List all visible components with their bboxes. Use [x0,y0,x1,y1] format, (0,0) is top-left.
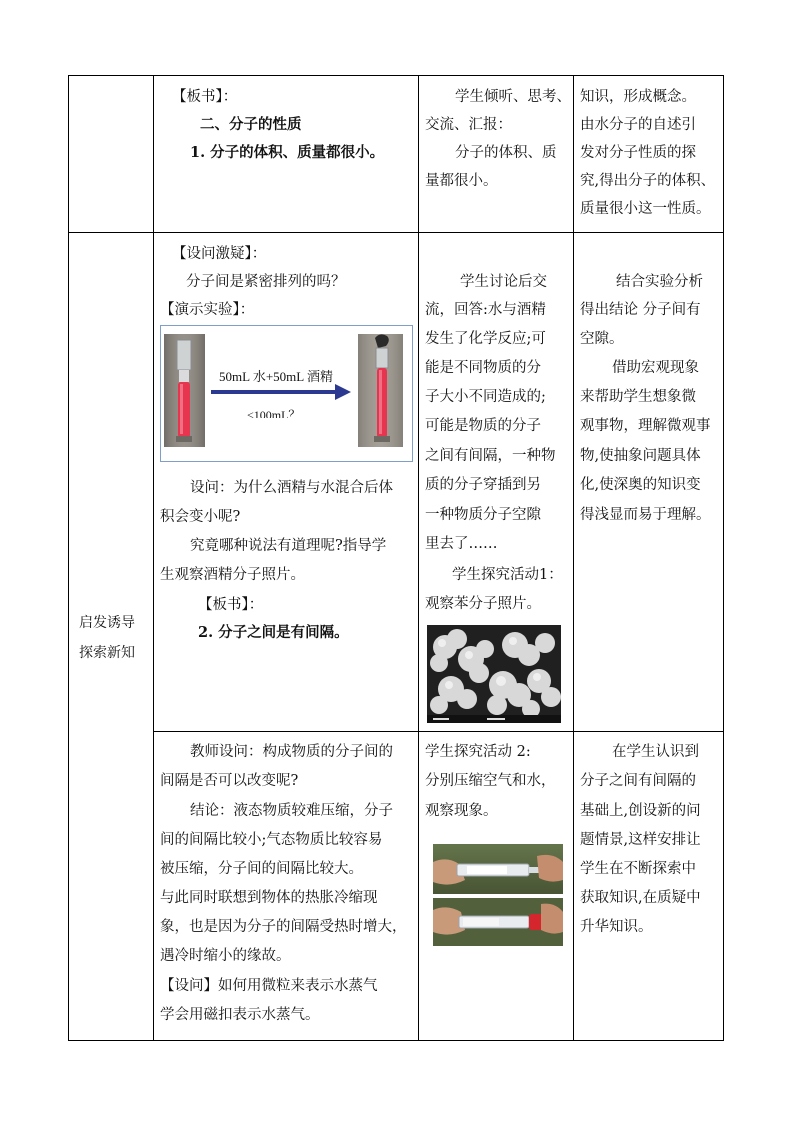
design-intent-line: 空隙。 [580,331,624,347]
experiment-figure [160,325,413,462]
stage-label: 启发诱导 [79,615,135,631]
experiment-illustration [161,326,412,461]
student-activity-line: 里去了…… [425,536,498,552]
student-activity-line: 观察苯分子照片。 [425,596,541,612]
design-intent-line: 得出结论 分子间有 [580,302,701,318]
teacher-text-line: 间隔是否可以改变呢? [160,773,299,789]
design-intent-line: 观事物，理解微观事 [580,418,711,434]
student-activity-line: 发生了化学反应;可 [425,331,546,347]
design-intent-line: 究,得出分子的体积、 [580,173,716,189]
design-intent-line: 由水分子的自述引 [580,117,696,133]
teacher-text-line: 教师设问：构成物质的分子间的 [190,744,393,760]
design-intent-line: 基础上,创设新的问 [580,803,701,819]
teacher-text-line: 究竟哪种说法有道理呢?指导学 [190,538,387,554]
student-activity-line: 分子的体积、质 [455,145,557,161]
student-activity-line: 分别压缩空气和水， [425,773,556,789]
teacher-text-line: 积会变小呢? [160,509,241,525]
question-tag: 【设问激疑】： [172,246,267,262]
column-divider-2 [418,75,419,1041]
student-activity-line: 学生探究活动1： [452,567,563,583]
syringe-air-photo [433,844,563,894]
syringe-air-image [433,844,563,894]
student-activity-line: 学生倾听、思考、 [455,89,571,105]
design-intent-line: 结合实验分析 [616,274,703,290]
student-activity-line: 学生讨论后交 [460,274,547,290]
student-activity-line: 交流、汇报： [425,117,512,133]
student-activity-line: 能是不同物质的分 [425,360,541,376]
design-intent-line: 发对分子性质的探 [580,145,696,161]
teacher-text-line: 学会用磁扣表示水蒸气。 [160,1007,320,1023]
design-intent-line: 获取知识,在质疑中 [580,890,701,906]
design-intent-line: 得浅显而易于理解。 [580,507,711,523]
micrograph-image [427,625,561,723]
column-divider-3 [573,75,574,1041]
teacher-text-line: 间的间隔比较小;气态物质比较容易 [160,832,383,848]
experiment-label: 50mL 水+50mL 酒精 [219,369,333,384]
teacher-text-line: 象，也是因为分子的间隔受热时增大， [160,919,407,935]
benzene-molecule-photo [427,625,561,723]
property-point-2: 2. 分子之间是有间隔。 [198,624,349,641]
stage-label: 探索新知 [79,645,135,661]
column-divider-1 [153,75,154,1041]
design-intent-line: 分子之间有间隔的 [580,773,696,789]
design-intent-line: 来帮助学生想象微 [580,389,696,405]
arrow-icon [211,384,351,400]
student-activity-line: 可能是物质的分子 [425,418,541,434]
design-intent-line: 知识，形成概念。 [580,89,696,105]
table-border-top [68,75,724,76]
student-activity-line: 子大小不同造成的; [425,389,546,405]
teacher-text-line: 设问：为什么酒精与水混合后体 [190,480,393,496]
demo-tag: 【演示实验】： [160,302,255,318]
teacher-text-line: 被压缩，分子间的间隔比较大。 [160,861,363,877]
design-intent-line: 借助宏观现象 [612,360,699,376]
student-activity-line: 量都很小。 [425,173,498,189]
row-divider-1 [68,232,724,233]
student-activity-line: 质的分子穿插到另 [425,477,541,493]
syringe-water-photo [433,898,563,946]
board-tag: 【板书】： [172,89,238,105]
teacher-text-line: 与此同时联想到物体的热胀冷缩现 [160,890,378,906]
teacher-text-line: 结论：液态物质较难压缩，分子 [190,803,393,819]
student-activity-line: 一种物质分子空隙 [425,507,541,523]
table-border-right [723,75,724,1041]
question-text: 分子间是紧密排列的吗？ [186,274,346,290]
design-intent-line: 物,使抽象问题具体 [580,448,701,464]
table-border-bottom [68,1040,724,1041]
syringe-water-image [433,898,563,946]
teacher-text-line: 【设问】如何用微粒来表示水蒸气 [160,978,378,994]
student-activity-line: 流，回答:水与酒精 [425,302,546,318]
teacher-text-line: 生观察酒精分子照片。 [160,567,305,583]
design-intent-line: 升华知识。 [580,919,653,935]
board-tag: 【板书】： [198,597,264,613]
teacher-text-line: 遇冷时缩小的缘故。 [160,948,291,964]
student-activity-line: 学生探究活动 2: [425,744,531,760]
table-border-left [68,75,69,1041]
design-intent-line: 在学生认识到 [612,744,699,760]
design-intent-line: 学生在不断探索中 [580,861,696,877]
property-point-1: 1. 分子的体积、质量都很小。 [190,144,385,161]
design-intent-line: 题情景,这样安排让 [580,832,701,848]
student-activity-line: 之间有间隔，一种物 [425,448,556,464]
row-divider-2 [153,731,724,732]
experiment-result: <100mL？ [247,408,301,418]
section-title: 二、分子的性质 [200,116,302,133]
student-activity-line: 观察现象。 [425,803,498,819]
design-intent-line: 质量很小这一性质。 [580,201,711,217]
right-tube-photo [358,334,403,447]
design-intent-line: 化,使深奥的知识变 [580,477,701,493]
left-tube-photo [164,334,205,447]
